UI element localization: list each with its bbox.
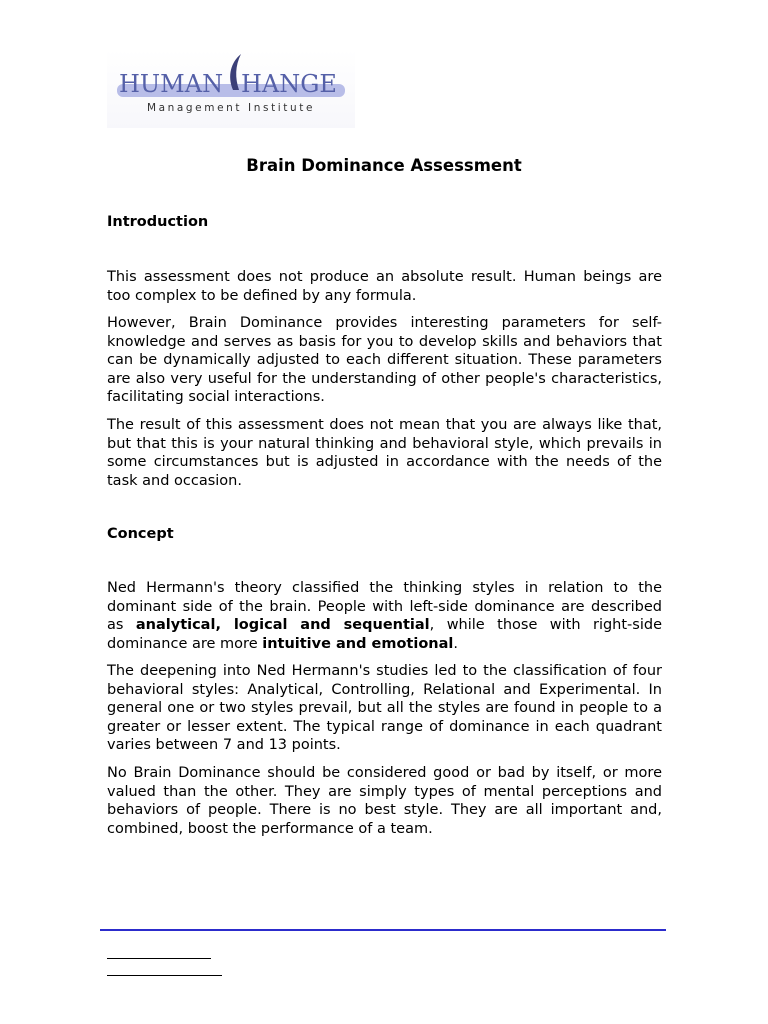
paragraph-text: Ned Hermann's theory classified the thinking styles in relation to the dominant side of the brain. People with left-side dominance are described as xyxy=(107,580,662,634)
bold-phrase: analytical, logical and sequential xyxy=(135,617,430,634)
logo-graphic xyxy=(107,50,355,128)
section-heading-concept: Concept xyxy=(107,526,174,542)
footnote-rule xyxy=(107,958,211,959)
paragraph: This assessment does not produce an absolute result. Human beings are too complex to be defined by any formula. xyxy=(107,269,662,304)
paragraph-text: . xyxy=(453,635,458,652)
logo-brand-left: HUMAN xyxy=(119,70,224,98)
bold-phrase: intuitive and emotional xyxy=(262,635,454,652)
section-heading-introduction: Introduction xyxy=(107,214,209,230)
paragraph xyxy=(107,579,662,653)
paragraph: The deepening into Ned Hermann's studies led to the classification of four behavioral styles: Analytical, Controlling, Relational and Experimental. In general one or two styles prevail, but all the styles are found in people to a greater or lesser extent. The typical range of dominance in each quadrant varies between 7 and 13 points. xyxy=(107,663,662,754)
logo-brand-right: HANGE xyxy=(241,70,337,98)
footer-rule xyxy=(100,929,666,931)
footnote-rule xyxy=(107,975,222,976)
paragraph: No Brain Dominance should be considered good or bad by itself, or more valued than the other. They are simply types of mental perceptions and behaviors of people. There is no best style. They are all important and, combined, boost the performance of a team. xyxy=(107,765,662,837)
page-title: Brain Dominance Assessment xyxy=(246,156,522,175)
paragraph: However, Brain Dominance provides interesting parameters for self-knowledge and serves as basis for you to develop skills and behaviors that can be dynamically adjusted to each different situation. These parameters are also very useful for the understanding of other people's characteristics, facilitating social interactions. xyxy=(107,315,662,406)
company-logo xyxy=(107,50,355,128)
paragraph: The result of this assessment does not mean that you are always like that, but that this is your natural thinking and behavioral style, which prevails in some circumstances but is adjusted in accordance with the needs of the task and occasion. xyxy=(107,417,662,489)
paragraph-text: , while those with right-side dominance are more xyxy=(107,617,662,652)
logo-tagline: Management Institute xyxy=(146,102,316,114)
